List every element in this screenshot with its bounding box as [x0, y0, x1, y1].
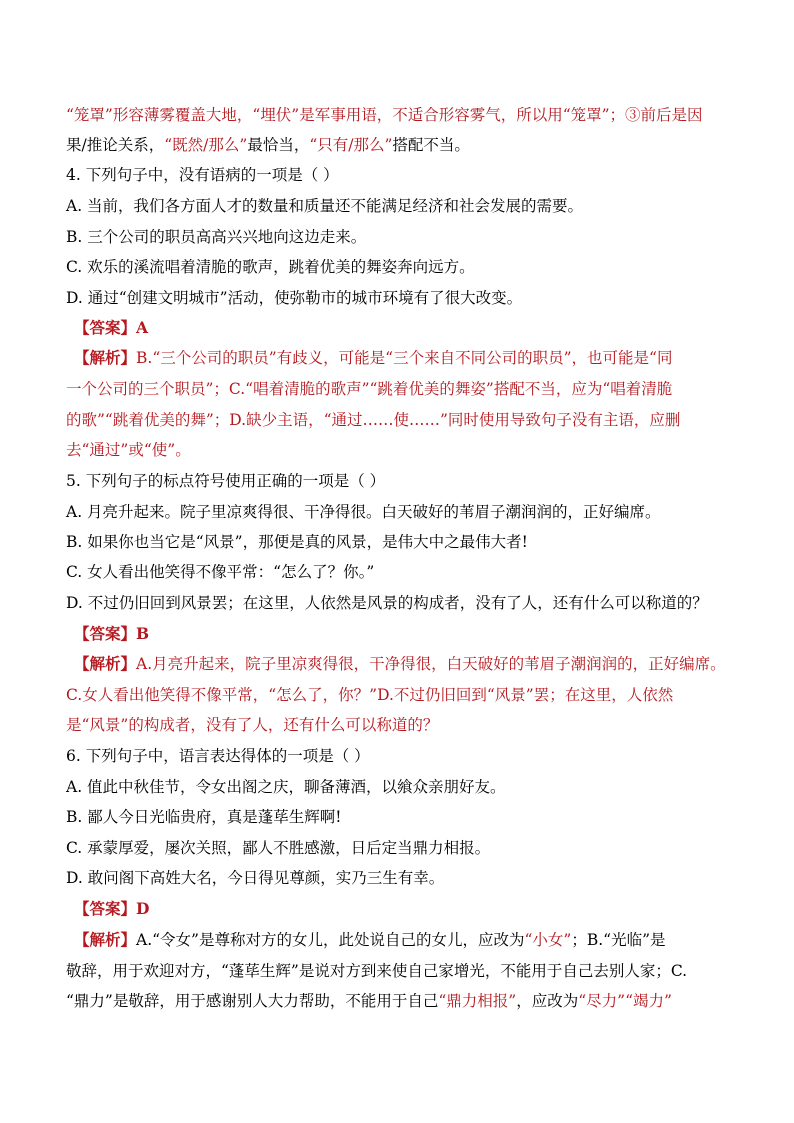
q6-option-d: D. 敢问阁下高姓大名，今日得见尊颜，实乃三生有幸。 — [66, 869, 445, 887]
q5-option-b: B. 如果你也当它是“风景”，那便是真的风景，是伟大中之最伟大者! — [66, 533, 528, 551]
q6-analysis-line-2 — [66, 961, 736, 981]
q5-answer — [74, 624, 744, 644]
q4-answer — [74, 318, 744, 338]
text-run: 果/推论关系， — [66, 136, 165, 154]
q5-stem: 5. 下列句子的标点符号使用正确的一项是（ ） — [66, 472, 386, 490]
q6-stem: 6. 下列句子中，语言表达得体的一项是（ ） — [66, 747, 370, 765]
q5-analysis-line-1 — [74, 654, 744, 674]
analysis-label: 【解析】 — [74, 348, 137, 367]
q4-analysis-line-4: 去“通过”或“使”。 — [66, 441, 191, 459]
text-run: ；B.“光临”是 — [571, 931, 666, 949]
analysis-text: A.月亮升起来，院子里凉爽得很，干净得很，白天破好的苇眉子潮润润的，正好编席。 — [136, 655, 726, 673]
answer-label: 【答案】 — [74, 624, 137, 643]
q4-option-c: C. 欢乐的溪流唱着清脆的歌声，跳着优美的舞姿奔向远方。 — [66, 258, 475, 276]
q5-option-c: C. 女人看出他笑得不像平常：“怎么了？你。” — [66, 563, 375, 581]
text-run: “尽力”“竭力” — [578, 992, 672, 1010]
answer-value: B — [136, 624, 150, 643]
q5-option-d: D. 不过仍旧回到风景罢；在这里，人依然是风景的构成者，没有了人，还有什么可以称道的？ — [66, 594, 708, 612]
text-run: 敬辞，用于欢迎对方，“蓬荜生辉”是说对方到来使自己家增光，不能用于自己去别人家；C. — [66, 962, 688, 980]
text-run: “既然/那么” — [164, 136, 248, 154]
analysis-label: 【解析】 — [74, 930, 137, 949]
q4-analysis-line-3: 的歌”“跳着优美的舞”；D.缺少主语，“通过……使……”同时使用导致句子没有主语，应删 — [66, 411, 681, 429]
q6-answer — [74, 899, 744, 919]
text-run: “小女” — [524, 931, 572, 949]
q4-stem: 4. 下列句子中，没有语病的一项是（ ） — [66, 166, 339, 184]
q6-analysis-line-3 — [66, 991, 736, 1011]
q5-analysis-line-2: C.女人看出他笑得不像平常，“怎么了，你？”D.不过仍旧回到“风景”罢；在这里，人依然 — [66, 686, 674, 704]
text-run: 搭配不当。 — [392, 136, 470, 154]
text-run: “只有/那么” — [309, 136, 393, 154]
analysis-label: 【解析】 — [74, 654, 137, 673]
prev-explanation-line-2 — [66, 135, 736, 155]
q4-option-b: B. 三个公司的职员高高兴兴地向这边走来。 — [66, 228, 367, 246]
text-run: ，应改为 — [516, 992, 579, 1010]
q6-option-c: C. 承蒙厚爱，屡次关照，鄙人不胜感激，日后定当鼎力相报。 — [66, 839, 491, 857]
analysis-text: B.“三个公司的职员”有歧义，可能是“三个来自不同公司的职员”，也可能是“同 — [136, 349, 673, 367]
answer-value: D — [136, 899, 150, 918]
text-run: A.“令女”是尊称对方的女儿，此处说自己的女儿，应改为 — [136, 931, 525, 949]
answer-label: 【答案】 — [74, 318, 137, 337]
q6-option-b: B. 鄙人今日光临贵府，真是蓬荜生辉啊! — [66, 808, 342, 826]
text-run: “笼罩”形容薄雾覆盖大地，“埋伏”是军事用语，不适合形容雾气，所以用“笼罩”；③前后是因 — [66, 106, 703, 124]
q5-option-a: A. 月亮升起来。院子里凉爽得很、干净得很。白天破好的苇眉子潮润润的，正好编席。 — [66, 503, 661, 521]
text-run: “鼎力相报” — [438, 992, 517, 1010]
answer-label: 【答案】 — [74, 899, 137, 918]
q4-analysis-line-1 — [74, 348, 744, 368]
q6-analysis-line-1 — [74, 930, 744, 950]
q4-option-d: D. 通过“创建文明城市”活动，使弥勒市的城市环境有了很大改变。 — [66, 289, 523, 307]
q4-option-a: A. 当前，我们各方面人才的数量和质量还不能满足经济和社会发展的需要。 — [66, 197, 584, 215]
q6-option-a: A. 值此中秋佳节，令女出阁之庆，聊备薄酒，以飨众亲朋好友。 — [66, 778, 506, 796]
prev-explanation-line-1 — [66, 105, 736, 125]
q4-analysis-line-2: 一个公司的三个职员”；C.“唱着清脆的歌声”“跳着优美的舞姿”搭配不当，应为“唱着清脆 — [66, 380, 673, 398]
answer-value: A — [136, 318, 149, 337]
q5-analysis-line-3: 是“风景”的构成者，没有了人，还有什么可以称道的？ — [66, 716, 439, 734]
text-run: “鼎力”是敬辞，用于感谢别人大力帮助，不能用于自己 — [66, 992, 439, 1010]
text-run: 最恰当， — [247, 136, 310, 154]
